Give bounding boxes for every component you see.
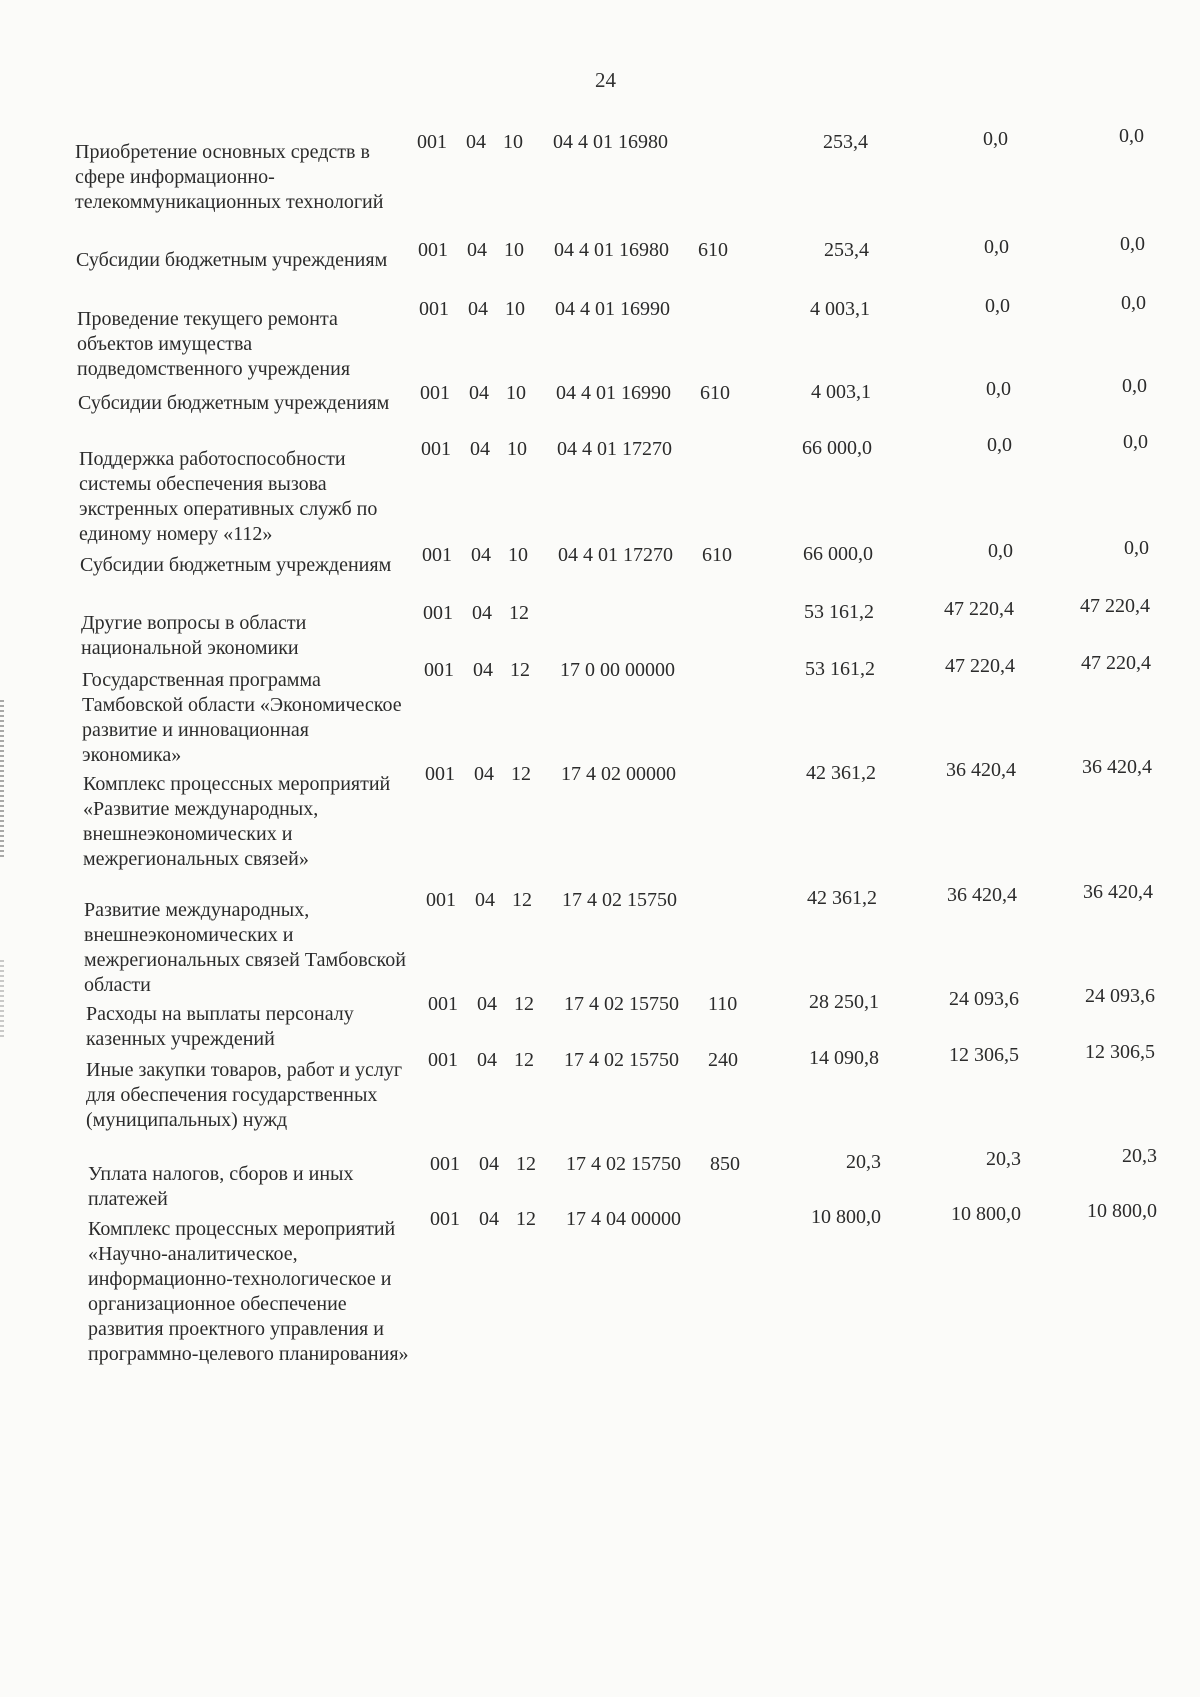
amount-year-2: 36 420,4	[946, 759, 1016, 781]
amount-year-2: 0,0	[985, 295, 1010, 317]
row-name: Другие вопросы в области национальной экономики	[81, 612, 307, 659]
section-code: 04	[477, 1049, 497, 1071]
target-article-code: 04 4 01 16990	[556, 382, 671, 404]
amount-year-2: 12 306,5	[949, 1044, 1019, 1066]
amount-year-1: 53 161,2	[805, 658, 875, 680]
subsection-code: 10	[504, 239, 524, 261]
section-code: 04	[475, 889, 495, 911]
page-number: 24	[595, 68, 616, 92]
row-name: Уплата налогов, сборов и иных платежей	[88, 1163, 354, 1210]
section-code: 04	[477, 993, 497, 1015]
amount-year-3: 0,0	[1120, 233, 1145, 255]
amount-year-2: 36 420,4	[947, 884, 1017, 906]
row-name: Государственная программа Тамбовской области «Экономическое развитие и инновационная экономика»	[82, 669, 402, 766]
amount-year-2: 0,0	[987, 434, 1012, 456]
amount-year-2: 0,0	[986, 378, 1011, 400]
amount-year-3: 0,0	[1119, 125, 1144, 147]
ministry-code: 001	[428, 1049, 458, 1071]
amount-year-2: 20,3	[986, 1148, 1021, 1170]
ministry-code: 001	[425, 763, 455, 785]
amount-year-3: 0,0	[1122, 375, 1147, 397]
section-code: 04	[479, 1208, 499, 1230]
amount-year-3: 36 420,4	[1082, 756, 1152, 778]
ministry-code: 001	[422, 544, 452, 566]
amount-year-3: 10 800,0	[1087, 1200, 1157, 1222]
scan-edge-artifact	[0, 700, 4, 860]
amount-year-3: 47 220,4	[1081, 652, 1151, 674]
ministry-code: 001	[421, 438, 451, 460]
row-name: Поддержка работоспособности системы обеспечения вызова экстренных оперативных служб по единому номеру «112»	[79, 448, 378, 545]
amount-year-1: 4 003,1	[810, 298, 870, 320]
subsection-code: 12	[514, 1049, 534, 1071]
expense-type-code: 610	[702, 544, 732, 566]
expense-type-code: 610	[698, 239, 728, 261]
expense-type-code: 610	[700, 382, 730, 404]
amount-year-3: 0,0	[1121, 292, 1146, 314]
amount-year-1: 253,4	[823, 131, 868, 153]
amount-year-3: 0,0	[1123, 431, 1148, 453]
subsection-code: 12	[511, 763, 531, 785]
ministry-code: 001	[428, 993, 458, 1015]
subsection-code: 10	[505, 298, 525, 320]
subsection-code: 10	[507, 438, 527, 460]
row-name: Комплекс процессных мероприятий «Научно-аналитическое, информационно-технологическое и организационное обеспечение развития проектного управления и программно-целевого планирования»	[88, 1218, 409, 1365]
row-name: Субсидии бюджетным учреждениям	[76, 249, 388, 271]
amount-year-1: 14 090,8	[809, 1047, 879, 1069]
expense-type-code: 110	[708, 993, 738, 1015]
section-code: 04	[469, 382, 489, 404]
amount-year-2: 0,0	[983, 128, 1008, 150]
row-name: Субсидии бюджетным учреждениям	[80, 554, 392, 576]
amount-year-1: 28 250,1	[809, 991, 879, 1013]
subsection-code: 12	[514, 993, 534, 1015]
ministry-code: 001	[417, 131, 447, 153]
row-name: Иные закупки товаров, работ и услуг для обеспечения государственных (муниципальных) нужд	[86, 1059, 403, 1131]
section-code: 04	[472, 602, 492, 624]
amount-year-3: 36 420,4	[1083, 881, 1153, 903]
target-article-code: 17 4 02 15750	[564, 1049, 679, 1071]
amount-year-2: 47 220,4	[945, 655, 1015, 677]
amount-year-1: 66 000,0	[803, 543, 873, 565]
amount-year-1: 66 000,0	[802, 437, 872, 459]
scan-edge-artifact	[0, 960, 4, 1040]
target-article-code: 17 4 02 15750	[564, 993, 679, 1015]
section-code: 04	[468, 298, 488, 320]
ministry-code: 001	[424, 659, 454, 681]
subsection-code: 12	[516, 1153, 536, 1175]
amount-year-1: 10 800,0	[811, 1206, 881, 1228]
amount-year-2: 0,0	[988, 540, 1013, 562]
section-code: 04	[466, 131, 486, 153]
expense-type-code: 240	[708, 1049, 738, 1071]
subsection-code: 10	[508, 544, 528, 566]
target-article-code: 17 0 00 00000	[560, 659, 675, 681]
subsection-code: 10	[503, 131, 523, 153]
amount-year-3: 20,3	[1122, 1145, 1157, 1167]
ministry-code: 001	[430, 1208, 460, 1230]
subsection-code: 12	[512, 889, 532, 911]
row-name: Субсидии бюджетным учреждениям	[78, 392, 390, 414]
row-name: Комплекс процессных мероприятий «Развитие международных, внешнеэкономических и межрегиональных связей»	[83, 773, 391, 870]
ministry-code: 001	[423, 602, 453, 624]
row-name: Приобретение основных средств в сфере информационно-телекоммуникационных технологий	[75, 141, 384, 213]
target-article-code: 04 4 01 17270	[558, 544, 673, 566]
amount-year-3: 47 220,4	[1080, 595, 1150, 617]
target-article-code: 17 4 02 15750	[562, 889, 677, 911]
target-article-code: 04 4 01 16990	[555, 298, 670, 320]
section-code: 04	[473, 659, 493, 681]
amount-year-3: 0,0	[1124, 537, 1149, 559]
target-article-code: 17 4 02 15750	[566, 1153, 681, 1175]
amount-year-1: 53 161,2	[804, 601, 874, 623]
row-name: Развитие международных, внешнеэкономических и межрегиональных связей Тамбовской области	[84, 899, 406, 996]
target-article-code: 17 4 02 00000	[561, 763, 676, 785]
amount-year-2: 0,0	[984, 236, 1009, 258]
expense-type-code: 850	[710, 1153, 740, 1175]
amount-year-3: 24 093,6	[1085, 985, 1155, 1007]
section-code: 04	[470, 438, 490, 460]
target-article-code: 04 4 01 16980	[554, 239, 669, 261]
ministry-code: 001	[420, 382, 450, 404]
ministry-code: 001	[430, 1153, 460, 1175]
amount-year-3: 12 306,5	[1085, 1041, 1155, 1063]
section-code: 04	[479, 1153, 499, 1175]
target-article-code: 04 4 01 17270	[557, 438, 672, 460]
section-code: 04	[467, 239, 487, 261]
amount-year-1: 42 361,2	[807, 887, 877, 909]
target-article-code: 04 4 01 16980	[553, 131, 668, 153]
row-name: Расходы на выплаты персоналу казенных учреждений	[86, 1003, 354, 1050]
target-article-code: 17 4 04 00000	[566, 1208, 681, 1230]
amount-year-2: 24 093,6	[949, 988, 1019, 1010]
amount-year-1: 253,4	[824, 239, 869, 261]
subsection-code: 12	[516, 1208, 536, 1230]
amount-year-1: 20,3	[846, 1151, 881, 1173]
ministry-code: 001	[426, 889, 456, 911]
section-code: 04	[474, 763, 494, 785]
ministry-code: 001	[418, 239, 448, 261]
amount-year-1: 4 003,1	[811, 381, 871, 403]
subsection-code: 10	[506, 382, 526, 404]
subsection-code: 12	[509, 602, 529, 624]
amount-year-2: 10 800,0	[951, 1203, 1021, 1225]
amount-year-1: 42 361,2	[806, 762, 876, 784]
row-name: Проведение текущего ремонта объектов имущества подведомственного учреждения	[77, 308, 351, 380]
section-code: 04	[471, 544, 491, 566]
subsection-code: 12	[510, 659, 530, 681]
amount-year-2: 47 220,4	[944, 598, 1014, 620]
ministry-code: 001	[419, 298, 449, 320]
